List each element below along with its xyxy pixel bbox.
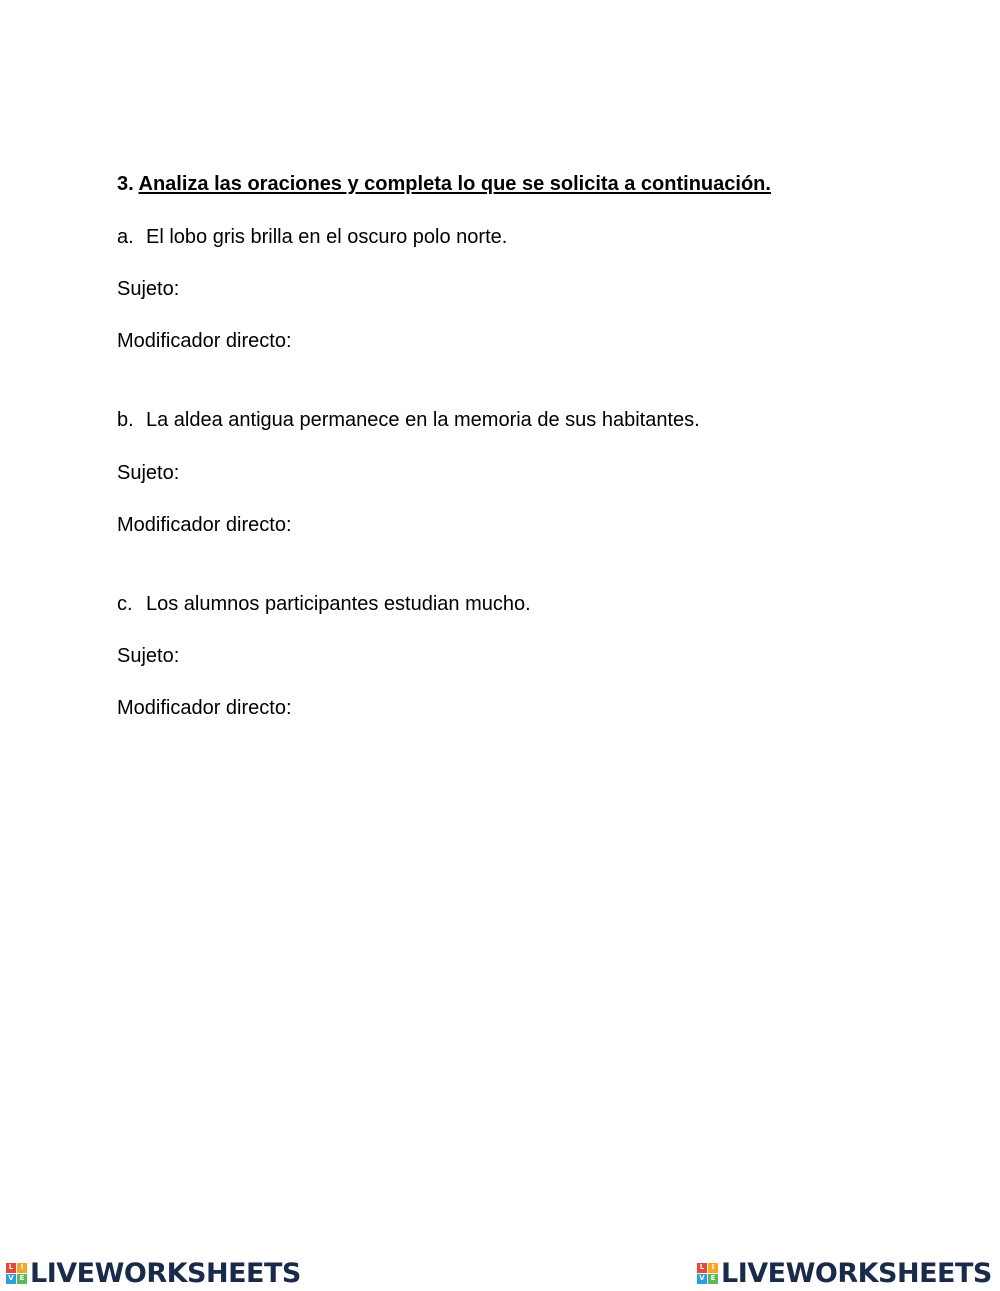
logo-blocks-icon [697, 1263, 718, 1284]
logo-block: V [6, 1274, 16, 1284]
modifier-label-c: Modificador directo: [117, 697, 292, 719]
modifier-label-b: Modificador directo: [117, 514, 292, 536]
sentence-text: La aldea antigua permanece en la memoria de sus habitantes. [146, 409, 700, 431]
logo-blocks-icon [6, 1263, 27, 1284]
sentence-text: El lobo gris brilla en el oscuro polo norte. [146, 226, 508, 248]
subject-label-a: Sujeto: [117, 278, 180, 300]
sentence-letter: c. [117, 593, 133, 615]
sentence-b [117, 408, 700, 432]
logo-block: I [17, 1263, 27, 1273]
logo-block: V [697, 1274, 707, 1284]
sentence-a [117, 225, 507, 249]
sentence-letter: b. [117, 409, 134, 431]
logo-block: E [17, 1274, 27, 1284]
subject-label-c: Sujeto: [117, 645, 180, 667]
logo-block: E [708, 1274, 718, 1284]
sentence-letter: a. [117, 226, 134, 248]
logo-text: LIVEWORKSHEETS [30, 1257, 301, 1289]
logo-block: L [697, 1263, 707, 1273]
exercise-number: 3. [117, 173, 134, 195]
logo-block: L [6, 1263, 16, 1273]
sentence-c [117, 592, 531, 616]
exercise-instruction-text: Analiza las oraciones y completa lo que se solicita a continuación. [138, 173, 771, 195]
logo-block: I [708, 1263, 718, 1273]
liveworksheets-logo-left [6, 1258, 301, 1288]
exercise-instruction [117, 172, 771, 196]
sentence-text: Los alumnos participantes estudian mucho. [146, 593, 531, 615]
modifier-label-a: Modificador directo: [117, 330, 292, 352]
logo-text: LIVEWORKSHEETS [721, 1257, 992, 1289]
subject-label-b: Sujeto: [117, 462, 180, 484]
liveworksheets-logo-right [697, 1258, 992, 1288]
